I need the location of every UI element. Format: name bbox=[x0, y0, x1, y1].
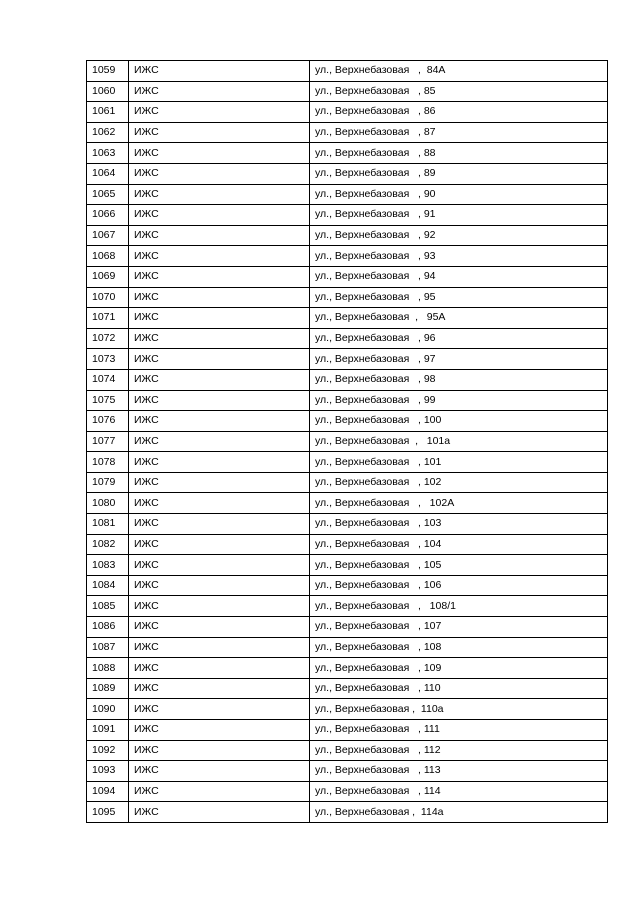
table-row bbox=[87, 720, 608, 741]
table-row bbox=[87, 637, 608, 658]
building-type-cell: ИЖС bbox=[129, 575, 310, 596]
address-cell: ул., Верхнебазовая , 99 bbox=[310, 390, 608, 411]
building-type-cell: ИЖС bbox=[129, 246, 310, 267]
building-type-cell: ИЖС bbox=[129, 61, 310, 82]
table-row bbox=[87, 287, 608, 308]
building-type-cell: ИЖС bbox=[129, 369, 310, 390]
building-type-cell: ИЖС bbox=[129, 431, 310, 452]
table-row bbox=[87, 699, 608, 720]
table-row bbox=[87, 493, 608, 514]
table-row bbox=[87, 472, 608, 493]
building-type-cell: ИЖС bbox=[129, 761, 310, 782]
row-number-cell: 1083 bbox=[87, 555, 129, 576]
building-type-cell: ИЖС bbox=[129, 555, 310, 576]
row-number-cell: 1066 bbox=[87, 205, 129, 226]
table-row bbox=[87, 658, 608, 679]
row-number-cell: 1091 bbox=[87, 720, 129, 741]
address-cell: ул., Верхнебазовая , 87 bbox=[310, 122, 608, 143]
row-number-cell: 1082 bbox=[87, 534, 129, 555]
row-number-cell: 1076 bbox=[87, 411, 129, 432]
row-number-cell: 1071 bbox=[87, 308, 129, 329]
table-row bbox=[87, 102, 608, 123]
row-number-cell: 1067 bbox=[87, 225, 129, 246]
address-cell: ул., Верхнебазовая , 113 bbox=[310, 761, 608, 782]
address-cell: ул., Верхнебазовая , 85 bbox=[310, 81, 608, 102]
building-type-cell: ИЖС bbox=[129, 411, 310, 432]
building-type-cell: ИЖС bbox=[129, 225, 310, 246]
row-number-cell: 1094 bbox=[87, 781, 129, 802]
building-type-cell: ИЖС bbox=[129, 287, 310, 308]
table-row bbox=[87, 678, 608, 699]
row-number-cell: 1081 bbox=[87, 514, 129, 535]
building-type-cell: ИЖС bbox=[129, 493, 310, 514]
address-cell: ул., Верхнебазовая , 97 bbox=[310, 349, 608, 370]
row-number-cell: 1079 bbox=[87, 472, 129, 493]
address-cell: ул., Верхнебазовая , 91 bbox=[310, 205, 608, 226]
address-cell: ул., Верхнебазовая , 112 bbox=[310, 740, 608, 761]
building-type-cell: ИЖС bbox=[129, 205, 310, 226]
address-cell: ул., Верхнебазовая , 96 bbox=[310, 328, 608, 349]
row-number-cell: 1061 bbox=[87, 102, 129, 123]
building-type-cell: ИЖС bbox=[129, 637, 310, 658]
address-cell: ул., Верхнебазовая , 84А bbox=[310, 61, 608, 82]
table-row bbox=[87, 184, 608, 205]
table-row bbox=[87, 555, 608, 576]
row-number-cell: 1087 bbox=[87, 637, 129, 658]
address-cell: ул., Верхнебазовая , 100 bbox=[310, 411, 608, 432]
address-cell: ул., Верхнебазовая , 90 bbox=[310, 184, 608, 205]
row-number-cell: 1069 bbox=[87, 266, 129, 287]
row-number-cell: 1080 bbox=[87, 493, 129, 514]
address-cell: ул., Верхнебазовая , 110а bbox=[310, 699, 608, 720]
table-row bbox=[87, 308, 608, 329]
table-row bbox=[87, 81, 608, 102]
row-number-cell: 1084 bbox=[87, 575, 129, 596]
row-number-cell: 1059 bbox=[87, 61, 129, 82]
address-cell: ул., Верхнебазовая , 107 bbox=[310, 617, 608, 638]
table-row bbox=[87, 225, 608, 246]
address-cell: ул., Верхнебазовая , 114а bbox=[310, 802, 608, 823]
address-cell: ул., Верхнебазовая , 106 bbox=[310, 575, 608, 596]
building-type-cell: ИЖС bbox=[129, 534, 310, 555]
row-number-cell: 1089 bbox=[87, 678, 129, 699]
row-number-cell: 1065 bbox=[87, 184, 129, 205]
table-row bbox=[87, 163, 608, 184]
table-row bbox=[87, 61, 608, 82]
table-row bbox=[87, 761, 608, 782]
table-row bbox=[87, 266, 608, 287]
building-type-cell: ИЖС bbox=[129, 122, 310, 143]
building-type-cell: ИЖС bbox=[129, 328, 310, 349]
table-row bbox=[87, 122, 608, 143]
address-table-body bbox=[87, 61, 608, 823]
address-cell: ул., Верхнебазовая , 110 bbox=[310, 678, 608, 699]
row-number-cell: 1085 bbox=[87, 596, 129, 617]
address-cell: ул., Верхнебазовая , 95 bbox=[310, 287, 608, 308]
table-row bbox=[87, 617, 608, 638]
building-type-cell: ИЖС bbox=[129, 740, 310, 761]
building-type-cell: ИЖС bbox=[129, 102, 310, 123]
table-row bbox=[87, 390, 608, 411]
table-row bbox=[87, 143, 608, 164]
building-type-cell: ИЖС bbox=[129, 678, 310, 699]
row-number-cell: 1086 bbox=[87, 617, 129, 638]
row-number-cell: 1070 bbox=[87, 287, 129, 308]
row-number-cell: 1063 bbox=[87, 143, 129, 164]
table-row bbox=[87, 349, 608, 370]
address-cell: ул., Верхнебазовая , 111 bbox=[310, 720, 608, 741]
building-type-cell: ИЖС bbox=[129, 81, 310, 102]
address-cell: ул., Верхнебазовая , 93 bbox=[310, 246, 608, 267]
table-row bbox=[87, 802, 608, 823]
table-row bbox=[87, 534, 608, 555]
address-cell: ул., Верхнебазовая , 94 bbox=[310, 266, 608, 287]
table-row bbox=[87, 575, 608, 596]
building-type-cell: ИЖС bbox=[129, 266, 310, 287]
table-row bbox=[87, 431, 608, 452]
table-row bbox=[87, 781, 608, 802]
building-type-cell: ИЖС bbox=[129, 781, 310, 802]
row-number-cell: 1064 bbox=[87, 163, 129, 184]
building-type-cell: ИЖС bbox=[129, 143, 310, 164]
row-number-cell: 1062 bbox=[87, 122, 129, 143]
address-cell: ул., Верхнебазовая , 102А bbox=[310, 493, 608, 514]
row-number-cell: 1092 bbox=[87, 740, 129, 761]
address-cell: ул., Верхнебазовая , 105 bbox=[310, 555, 608, 576]
address-cell: ул., Верхнебазовая , 86 bbox=[310, 102, 608, 123]
building-type-cell: ИЖС bbox=[129, 472, 310, 493]
address-cell: ул., Верхнебазовая , 95А bbox=[310, 308, 608, 329]
address-cell: ул., Верхнебазовая , 92 bbox=[310, 225, 608, 246]
row-number-cell: 1093 bbox=[87, 761, 129, 782]
address-cell: ул., Верхнебазовая , 102 bbox=[310, 472, 608, 493]
building-type-cell: ИЖС bbox=[129, 699, 310, 720]
building-type-cell: ИЖС bbox=[129, 720, 310, 741]
address-cell: ул., Верхнебазовая , 109 bbox=[310, 658, 608, 679]
row-number-cell: 1077 bbox=[87, 431, 129, 452]
building-type-cell: ИЖС bbox=[129, 308, 310, 329]
row-number-cell: 1078 bbox=[87, 452, 129, 473]
building-type-cell: ИЖС bbox=[129, 163, 310, 184]
building-type-cell: ИЖС bbox=[129, 617, 310, 638]
row-number-cell: 1072 bbox=[87, 328, 129, 349]
row-number-cell: 1075 bbox=[87, 390, 129, 411]
row-number-cell: 1095 bbox=[87, 802, 129, 823]
building-type-cell: ИЖС bbox=[129, 184, 310, 205]
table-row bbox=[87, 411, 608, 432]
building-type-cell: ИЖС bbox=[129, 596, 310, 617]
table-row bbox=[87, 369, 608, 390]
building-type-cell: ИЖС bbox=[129, 802, 310, 823]
table-row bbox=[87, 246, 608, 267]
address-cell: ул., Верхнебазовая , 103 bbox=[310, 514, 608, 535]
row-number-cell: 1060 bbox=[87, 81, 129, 102]
address-cell: ул., Верхнебазовая , 104 bbox=[310, 534, 608, 555]
row-number-cell: 1073 bbox=[87, 349, 129, 370]
address-cell: ул., Верхнебазовая , 101 bbox=[310, 452, 608, 473]
address-cell: ул., Верхнебазовая , 89 bbox=[310, 163, 608, 184]
address-cell: ул., Верхнебазовая , 108/1 bbox=[310, 596, 608, 617]
table-row bbox=[87, 514, 608, 535]
building-type-cell: ИЖС bbox=[129, 390, 310, 411]
row-number-cell: 1068 bbox=[87, 246, 129, 267]
table-row bbox=[87, 596, 608, 617]
address-cell: ул., Верхнебазовая , 98 bbox=[310, 369, 608, 390]
address-table bbox=[86, 60, 608, 823]
building-type-cell: ИЖС bbox=[129, 452, 310, 473]
building-type-cell: ИЖС bbox=[129, 349, 310, 370]
address-cell: ул., Верхнебазовая , 108 bbox=[310, 637, 608, 658]
table-row bbox=[87, 452, 608, 473]
table-row bbox=[87, 205, 608, 226]
address-cell: ул., Верхнебазовая , 88 bbox=[310, 143, 608, 164]
building-type-cell: ИЖС bbox=[129, 514, 310, 535]
address-cell: ул., Верхнебазовая , 101а bbox=[310, 431, 608, 452]
table-row bbox=[87, 740, 608, 761]
address-cell: ул., Верхнебазовая , 114 bbox=[310, 781, 608, 802]
table-row bbox=[87, 328, 608, 349]
building-type-cell: ИЖС bbox=[129, 658, 310, 679]
row-number-cell: 1090 bbox=[87, 699, 129, 720]
row-number-cell: 1074 bbox=[87, 369, 129, 390]
row-number-cell: 1088 bbox=[87, 658, 129, 679]
